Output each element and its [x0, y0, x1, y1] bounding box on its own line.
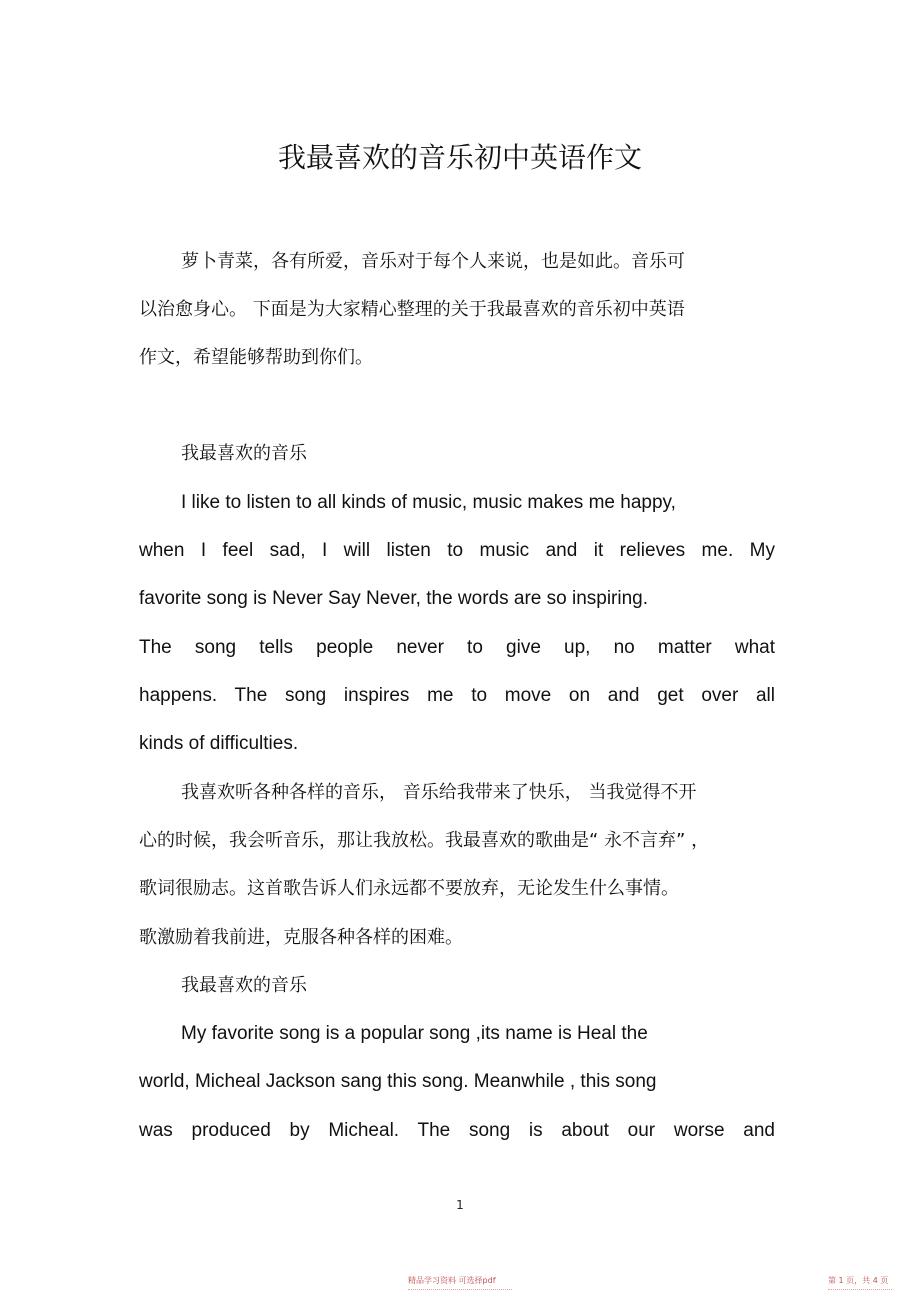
text-line: 我喜欢听各种各样的音乐， 音乐给我带来了快乐， 当我觉得不开	[181, 782, 697, 803]
section-heading: 我最喜欢的音乐	[181, 975, 307, 996]
text-line: favorite song is Never Say Never, the words are so inspiring.	[139, 588, 649, 609]
footer-dotted-line-right	[828, 1289, 892, 1290]
page-number: 1	[456, 1198, 464, 1212]
text-line: The song tells people never to give up, no matter what	[139, 637, 775, 658]
footer-dotted-line-left	[408, 1289, 512, 1290]
text-line: My favorite song is a popular song ,its name is Heal the	[181, 1023, 648, 1044]
text-line: kinds of difficulties.	[139, 733, 299, 754]
text-line: 萝卜青菜，各有所爱，音乐对于每个人来说，也是如此。音乐可	[181, 251, 685, 272]
text-line: 以治愈身心。 下面是为大家精心整理的关于我最喜欢的音乐初中英语	[139, 299, 685, 320]
text-line: I like to listen to all kinds of music, music makes me happy,	[181, 492, 676, 513]
footer-page-count: 第 1 页，共 4 页	[828, 1276, 889, 1285]
text-line: 歌词很励志。这首歌告诉人们永远都不要放弃，无论发生什么事情。	[139, 878, 679, 899]
document-title: 我最喜欢的音乐初中英语作文	[277, 141, 642, 174]
text-line: 歌激励着我前进，克服各种各样的困难。	[139, 927, 463, 948]
text-line: 作文，希望能够帮助到你们。	[139, 347, 373, 368]
text-line: when I feel sad, I will listen to music and it relieves me. My	[139, 540, 775, 561]
text-line: happens. The song inspires me to move on and get over all	[139, 685, 775, 706]
text-line: was produced by Micheal. The song is about our worse and	[139, 1120, 775, 1141]
text-line: world, Micheal Jackson sang this song. Meanwhile , this song	[139, 1071, 657, 1092]
footer-watermark-left: 精品学习资料 可选择pdf	[408, 1276, 496, 1285]
text-line: 心的时候，我会听音乐，那让我放松。我最喜欢的歌曲是“ 永不言弃” ，	[139, 830, 710, 851]
section-heading: 我最喜欢的音乐	[181, 443, 307, 464]
